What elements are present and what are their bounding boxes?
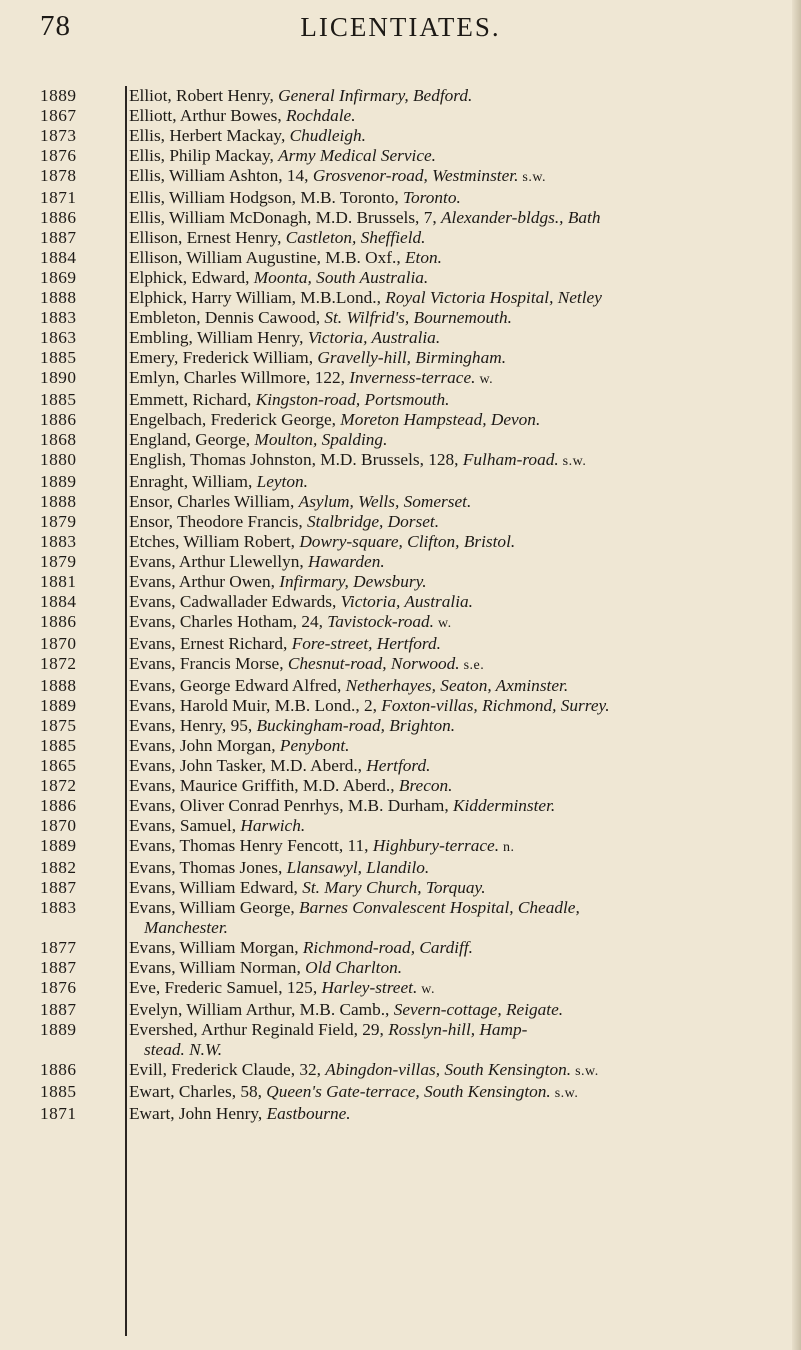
entry-text: [120, 410, 789, 430]
list-item: [0, 1082, 801, 1104]
entry-place: Tavistock-road.: [327, 612, 434, 631]
entry-district: s.w.: [558, 454, 587, 469]
entry-text: [120, 816, 789, 836]
list-item: [0, 654, 801, 676]
list-item: [0, 716, 801, 736]
page-header: [0, 8, 801, 48]
list-item: [0, 552, 801, 572]
list-item: [0, 106, 801, 126]
entry-detail: 95,: [230, 716, 257, 735]
entry-detail: 24,: [301, 612, 328, 631]
list-item: [0, 328, 801, 348]
entry-year: 1883: [40, 308, 77, 327]
entry-name: Evans, Charles Hotham,: [129, 612, 302, 631]
entry-name: Elliott, Arthur Bowes,: [129, 106, 286, 125]
entry-name: Ellison, Ernest Henry,: [129, 228, 286, 247]
entry-year: 1889: [40, 472, 77, 491]
entry-place: Chesnut-road, Norwood.: [287, 654, 460, 673]
entry-text: [120, 878, 789, 898]
entry-place: Llansawyl, Llandilo.: [286, 858, 430, 877]
entry-name: Evans, William Norman,: [129, 958, 306, 977]
entry-name: Evans, George Edward Alfred,: [129, 676, 346, 695]
entry-text: [120, 492, 789, 512]
entry-name: Evans, Samuel,: [129, 816, 241, 835]
list-item: [0, 696, 801, 716]
list-item: [0, 676, 801, 696]
entry-year: 1879: [40, 512, 77, 531]
list-item: [0, 878, 801, 898]
entry-year: 1871: [40, 1104, 77, 1123]
entry-place: Eton.: [404, 248, 442, 267]
entry-text: [120, 958, 789, 978]
entry-name: Ellis, William McDonagh,: [129, 208, 316, 227]
page-number: 78: [40, 10, 71, 42]
entry-name: Evans, William Morgan,: [129, 938, 303, 957]
entry-year: 1884: [40, 592, 77, 611]
list-item: [0, 268, 801, 288]
list-item: [0, 938, 801, 958]
list-item: [0, 208, 801, 228]
entry-text: [120, 756, 789, 776]
entry-detail: 125,: [286, 978, 322, 997]
entry-year: 1876: [40, 146, 77, 165]
list-item: [0, 756, 801, 776]
entry-place: Alexander-bldgs., Bath: [440, 208, 601, 227]
entry-text: [120, 532, 789, 552]
entry-place: Moreton Hampstead, Devon.: [340, 410, 541, 429]
list-item: [0, 450, 801, 472]
entry-year: 1881: [40, 572, 77, 591]
entry-year: 1888: [40, 676, 77, 695]
entry-place: Old Charlton.: [305, 958, 403, 977]
entry-detail: M.D. Aberd.,: [302, 776, 399, 795]
entry-name: Ellis, Herbert Mackay,: [129, 126, 290, 145]
entry-district: w.: [417, 982, 435, 997]
entry-name: Ensor, Theodore Francis,: [129, 512, 308, 531]
entry-text: [120, 654, 789, 676]
entry-district: s.w.: [571, 1064, 599, 1079]
entry-place: Richmond-road, Cardiff.: [302, 938, 473, 957]
entry-place: Castleton, Sheffield.: [285, 228, 426, 247]
entry-year: 1886: [40, 208, 77, 227]
entry-year: 1877: [40, 938, 77, 957]
list-item: [0, 858, 801, 878]
entry-place: Buckingham-road, Brighton.: [256, 716, 456, 735]
entry-year: 1870: [40, 816, 77, 835]
entry-place: Fulham-road.: [462, 450, 559, 469]
entry-name: Evans, John Tasker,: [129, 756, 271, 775]
entry-year: 1870: [40, 634, 77, 653]
entry-place: Harwich.: [240, 816, 306, 835]
entry-year: 1889: [40, 1020, 77, 1039]
entry-name: Ewart, John Henry,: [129, 1104, 267, 1123]
entry-year: 1863: [40, 328, 77, 347]
entry-year: 1882: [40, 858, 77, 877]
entry-place: Netherhayes, Seaton, Axminster.: [345, 676, 569, 695]
entry-year: 1886: [40, 410, 77, 429]
entry-detail: M.D. Brussels, 128,: [320, 450, 463, 469]
entry-place: Fore-street, Hertford.: [291, 634, 441, 653]
entry-detail: 32,: [299, 1060, 326, 1079]
entry-year: 1880: [40, 450, 77, 469]
list-item: [0, 472, 801, 492]
entry-text: [120, 736, 789, 756]
entry-year: 1883: [40, 898, 77, 917]
entry-text: [120, 328, 789, 348]
entry-district: s.e.: [459, 658, 485, 673]
entry-text: [120, 612, 789, 634]
list-item: [0, 612, 801, 634]
list-item: [0, 390, 801, 410]
entry-year: 1889: [40, 836, 77, 855]
entry-place: Royal Victoria Hospital, Netley: [385, 288, 602, 307]
entry-text: [120, 86, 789, 106]
entry-text: [120, 716, 789, 736]
entry-place: Rosslyn-hill, Hamp-: [388, 1020, 528, 1039]
entry-name: Evans, Thomas Henry Fencott,: [129, 836, 348, 855]
entry-name: English, Thomas Johnston,: [129, 450, 321, 469]
entry-year: 1885: [40, 1082, 77, 1101]
entry-place: Foxton-villas, Richmond, Surrey.: [381, 696, 610, 715]
entry-name: Evans, John Morgan,: [129, 736, 280, 755]
entry-name: Evans, Harold Muir,: [129, 696, 275, 715]
entry-text: [120, 796, 789, 816]
entry-place: Stalbridge, Dorset.: [307, 512, 440, 531]
entry-text: [120, 228, 789, 248]
entry-year: 1871: [40, 188, 77, 207]
entry-year: 1887: [40, 878, 77, 897]
entry-text: [120, 450, 789, 472]
entry-place: Queen's Gate-terrace, South Kensington.: [266, 1082, 551, 1101]
list-item: [0, 978, 801, 1000]
entry-detail: M.B.Lond.,: [300, 288, 386, 307]
entry-place: Grosvenor-road, Westminster.: [312, 166, 519, 185]
entry-name: Evans, Cadwallader Edwards,: [129, 592, 341, 611]
entry-year: 1879: [40, 552, 77, 571]
list-item: [0, 512, 801, 532]
entry-text: [120, 978, 789, 1000]
entry-name: Evans, William George,: [129, 898, 300, 917]
entry-detail: M.B. Toronto,: [300, 188, 403, 207]
list-item: [0, 816, 801, 836]
entry-name: Ellis, William Ashton,: [129, 166, 287, 185]
entry-place: Kingston-road, Portsmouth.: [255, 390, 450, 409]
entry-text: [120, 836, 789, 858]
list-item: [0, 836, 801, 858]
entry-name: Emery, Frederick William,: [129, 348, 318, 367]
list-item: [0, 1060, 801, 1082]
entry-year: 1885: [40, 390, 77, 409]
entry-text: [120, 552, 789, 572]
entry-name: Emlyn, Charles Willmore,: [129, 368, 315, 387]
entry-name: Etches, William Robert,: [129, 532, 300, 551]
entry-year: 1887: [40, 958, 77, 977]
entry-place: Moonta, South Australia.: [253, 268, 429, 287]
entry-name: Evelyn, William Arthur,: [129, 1000, 300, 1019]
entry-place: Asylum, Wells, Somerset.: [298, 492, 472, 511]
entry-year: 1876: [40, 978, 77, 997]
entry-text: [120, 1020, 789, 1060]
entry-year: 1886: [40, 612, 77, 631]
entry-place: Army Medical Service.: [278, 146, 436, 165]
entry-place: Penybont.: [279, 736, 350, 755]
entry-text: [120, 676, 789, 696]
entry-text: [120, 1104, 789, 1124]
entry-year: 1872: [40, 776, 77, 795]
list-item: [0, 634, 801, 654]
entry-place: Abingdon-villas, South Kensington.: [325, 1060, 572, 1079]
entry-place: St. Mary Church, Torquay.: [302, 878, 486, 897]
entry-year: 1888: [40, 288, 77, 307]
entry-text: [120, 430, 789, 450]
entry-year: 1886: [40, 1060, 77, 1079]
entry-text: [120, 288, 789, 308]
entry-detail: M.B. Camb.,: [299, 1000, 394, 1019]
list-item: [0, 308, 801, 328]
list-item: [0, 86, 801, 106]
entry-text: [120, 696, 789, 716]
entry-year: 1869: [40, 268, 77, 287]
list-item: [0, 736, 801, 756]
entry-place: Brecon.: [398, 776, 453, 795]
entry-place: Highbury-terrace.: [372, 836, 500, 855]
entry-text: [120, 188, 789, 208]
entry-name: Evans, Arthur Owen,: [129, 572, 280, 591]
list-item: [0, 188, 801, 208]
entry-place: Moulton, Spalding.: [254, 430, 388, 449]
entry-year: 1872: [40, 654, 77, 673]
entry-year: 1868: [40, 430, 77, 449]
entry-place: Eastbourne.: [266, 1104, 351, 1123]
entry-year: 1865: [40, 756, 77, 775]
entry-text: [120, 512, 789, 532]
list-item: [0, 126, 801, 146]
entry-name: Evans, Henry,: [129, 716, 231, 735]
entry-name: Ellison, William Augustine,: [129, 248, 326, 267]
entry-text: [120, 592, 789, 612]
entry-text: [120, 1000, 789, 1020]
entry-year: 1889: [40, 86, 77, 105]
entry-detail: M.D. Aberd.,: [270, 756, 367, 775]
entry-text: [120, 368, 789, 390]
entry-year: 1873: [40, 126, 77, 145]
list-item: [0, 410, 801, 430]
list-item: [0, 248, 801, 268]
entry-district: n.: [499, 840, 515, 855]
entry-district: w.: [475, 372, 494, 387]
list-item: [0, 572, 801, 592]
entry-text: [120, 390, 789, 410]
entry-district: s.w.: [518, 170, 547, 185]
entry-place: Dowry-square, Clifton, Bristol.: [299, 532, 516, 551]
entry-place: St. Wilfrid's, Bournemouth.: [324, 308, 512, 327]
entry-place: Chudleigh.: [289, 126, 366, 145]
entry-text: [120, 348, 789, 368]
entry-place: Hawarden.: [308, 552, 385, 571]
entry-detail: M.B. Durham,: [347, 796, 453, 815]
entry-year: 1884: [40, 248, 77, 267]
entry-name: Ensor, Charles William,: [129, 492, 299, 511]
entry-text: [120, 268, 789, 288]
running-title: LICENTIATES.: [300, 12, 501, 42]
entry-text: [120, 106, 789, 126]
entry-continuation: stead. N.W.: [144, 1040, 223, 1059]
list-item: [0, 592, 801, 612]
entry-name: England, George,: [129, 430, 255, 449]
entry-text: [120, 472, 789, 492]
entry-place: Victoria, Australia.: [340, 592, 473, 611]
entry-name: Evershed, Arthur Reginald Field,: [129, 1020, 363, 1039]
entry-year: 1889: [40, 696, 77, 715]
entry-place: Inverness-terrace.: [349, 368, 476, 387]
entry-list: [0, 86, 801, 1124]
entry-name: Embleton, Dennis Cawood,: [129, 308, 325, 327]
list-item: [0, 776, 801, 796]
list-item: [0, 228, 801, 248]
entry-year: 1883: [40, 532, 77, 551]
entry-year: 1867: [40, 106, 77, 125]
list-item: [0, 532, 801, 552]
entry-name: Evans, Arthur Llewellyn,: [129, 552, 309, 571]
entry-place: Barnes Convalescent Hospital, Cheadle,: [299, 898, 580, 917]
list-item: [0, 1000, 801, 1020]
entry-text: [120, 898, 789, 938]
entry-place: Gravelly-hill, Birmingham.: [317, 348, 507, 367]
list-item: [0, 430, 801, 450]
entry-name: Evans, Thomas Jones,: [129, 858, 287, 877]
entry-text: [120, 572, 789, 592]
entry-name: Ellis, William Hodgson,: [129, 188, 301, 207]
entry-place: Victoria, Australia.: [307, 328, 441, 347]
entry-text: [120, 776, 789, 796]
entry-detail: 14,: [286, 166, 313, 185]
entry-place: Hertford.: [366, 756, 431, 775]
entry-name: Ellis, Philip Mackay,: [129, 146, 279, 165]
entry-year: 1890: [40, 368, 77, 387]
entry-year: 1885: [40, 736, 77, 755]
entry-detail: M.D. Brussels, 7,: [315, 208, 441, 227]
entry-place: Infirmary, Dewsbury.: [279, 572, 427, 591]
entry-name: Evill, Frederick Claude,: [129, 1060, 300, 1079]
entry-name: Elphick, Harry William,: [129, 288, 301, 307]
entry-name: Ewart, Charles,: [129, 1082, 241, 1101]
entry-text: [120, 1060, 789, 1082]
entry-text: [120, 126, 789, 146]
entry-place: Toronto.: [402, 188, 461, 207]
entry-name: Engelbach, Frederick George,: [129, 410, 341, 429]
entry-name: Emmett, Richard,: [129, 390, 256, 409]
entry-district: s.w.: [550, 1086, 579, 1101]
entry-name: Elphick, Edward,: [129, 268, 254, 287]
list-item: [0, 348, 801, 368]
entry-place: Kidderminster.: [452, 796, 556, 815]
entry-text: [120, 938, 789, 958]
entry-name: Evans, William Edward,: [129, 878, 303, 897]
entry-text: [120, 248, 789, 268]
list-item: [0, 492, 801, 512]
entry-name: Evans, Ernest Richard,: [129, 634, 292, 653]
entry-text: [120, 208, 789, 228]
entry-district: w.: [433, 616, 452, 631]
entry-text: [120, 858, 789, 878]
entry-name: Enraght, William,: [129, 472, 257, 491]
entry-year: 1878: [40, 166, 77, 185]
entry-name: Evans, Oliver Conrad Penrhys,: [129, 796, 348, 815]
list-item: [0, 146, 801, 166]
list-item: [0, 1104, 801, 1124]
entry-detail: M.B. Oxf.,: [325, 248, 405, 267]
entry-year: 1887: [40, 228, 77, 247]
list-item: [0, 898, 801, 938]
entry-detail: 122,: [314, 368, 350, 387]
entry-text: [120, 146, 789, 166]
entry-detail: 29,: [362, 1020, 389, 1039]
entry-place: General Infirmary, Bedford.: [278, 86, 473, 105]
entry-text: [120, 308, 789, 328]
list-item: [0, 288, 801, 308]
entry-place: Harley-street.: [321, 978, 418, 997]
list-item: [0, 166, 801, 188]
entry-detail: 58,: [240, 1082, 267, 1101]
list-item: [0, 958, 801, 978]
entry-name: Evans, Francis Morse,: [129, 654, 288, 673]
entry-place: Severn-cottage, Reigate.: [393, 1000, 564, 1019]
entry-year: 1875: [40, 716, 77, 735]
entry-continuation: Manchester.: [144, 918, 228, 937]
list-item: [0, 1020, 801, 1060]
entry-text: [120, 1082, 789, 1104]
entry-year: 1885: [40, 348, 77, 367]
entry-place: Leyton.: [256, 472, 308, 491]
list-item: [0, 368, 801, 390]
entry-name: Eve, Frederic Samuel,: [129, 978, 287, 997]
entry-year: 1886: [40, 796, 77, 815]
entry-name: Evans, Maurice Griffith,: [129, 776, 303, 795]
entry-text: [120, 634, 789, 654]
list-item: [0, 796, 801, 816]
entry-year: 1888: [40, 492, 77, 511]
entry-name: Elliot, Robert Henry,: [129, 86, 279, 105]
entry-year: 1887: [40, 1000, 77, 1019]
entry-name: Embling, William Henry,: [129, 328, 308, 347]
entry-detail: 11,: [347, 836, 373, 855]
entry-detail: M.B. Lond., 2,: [274, 696, 382, 715]
entry-text: [120, 166, 789, 188]
entry-place: Rochdale.: [285, 106, 356, 125]
